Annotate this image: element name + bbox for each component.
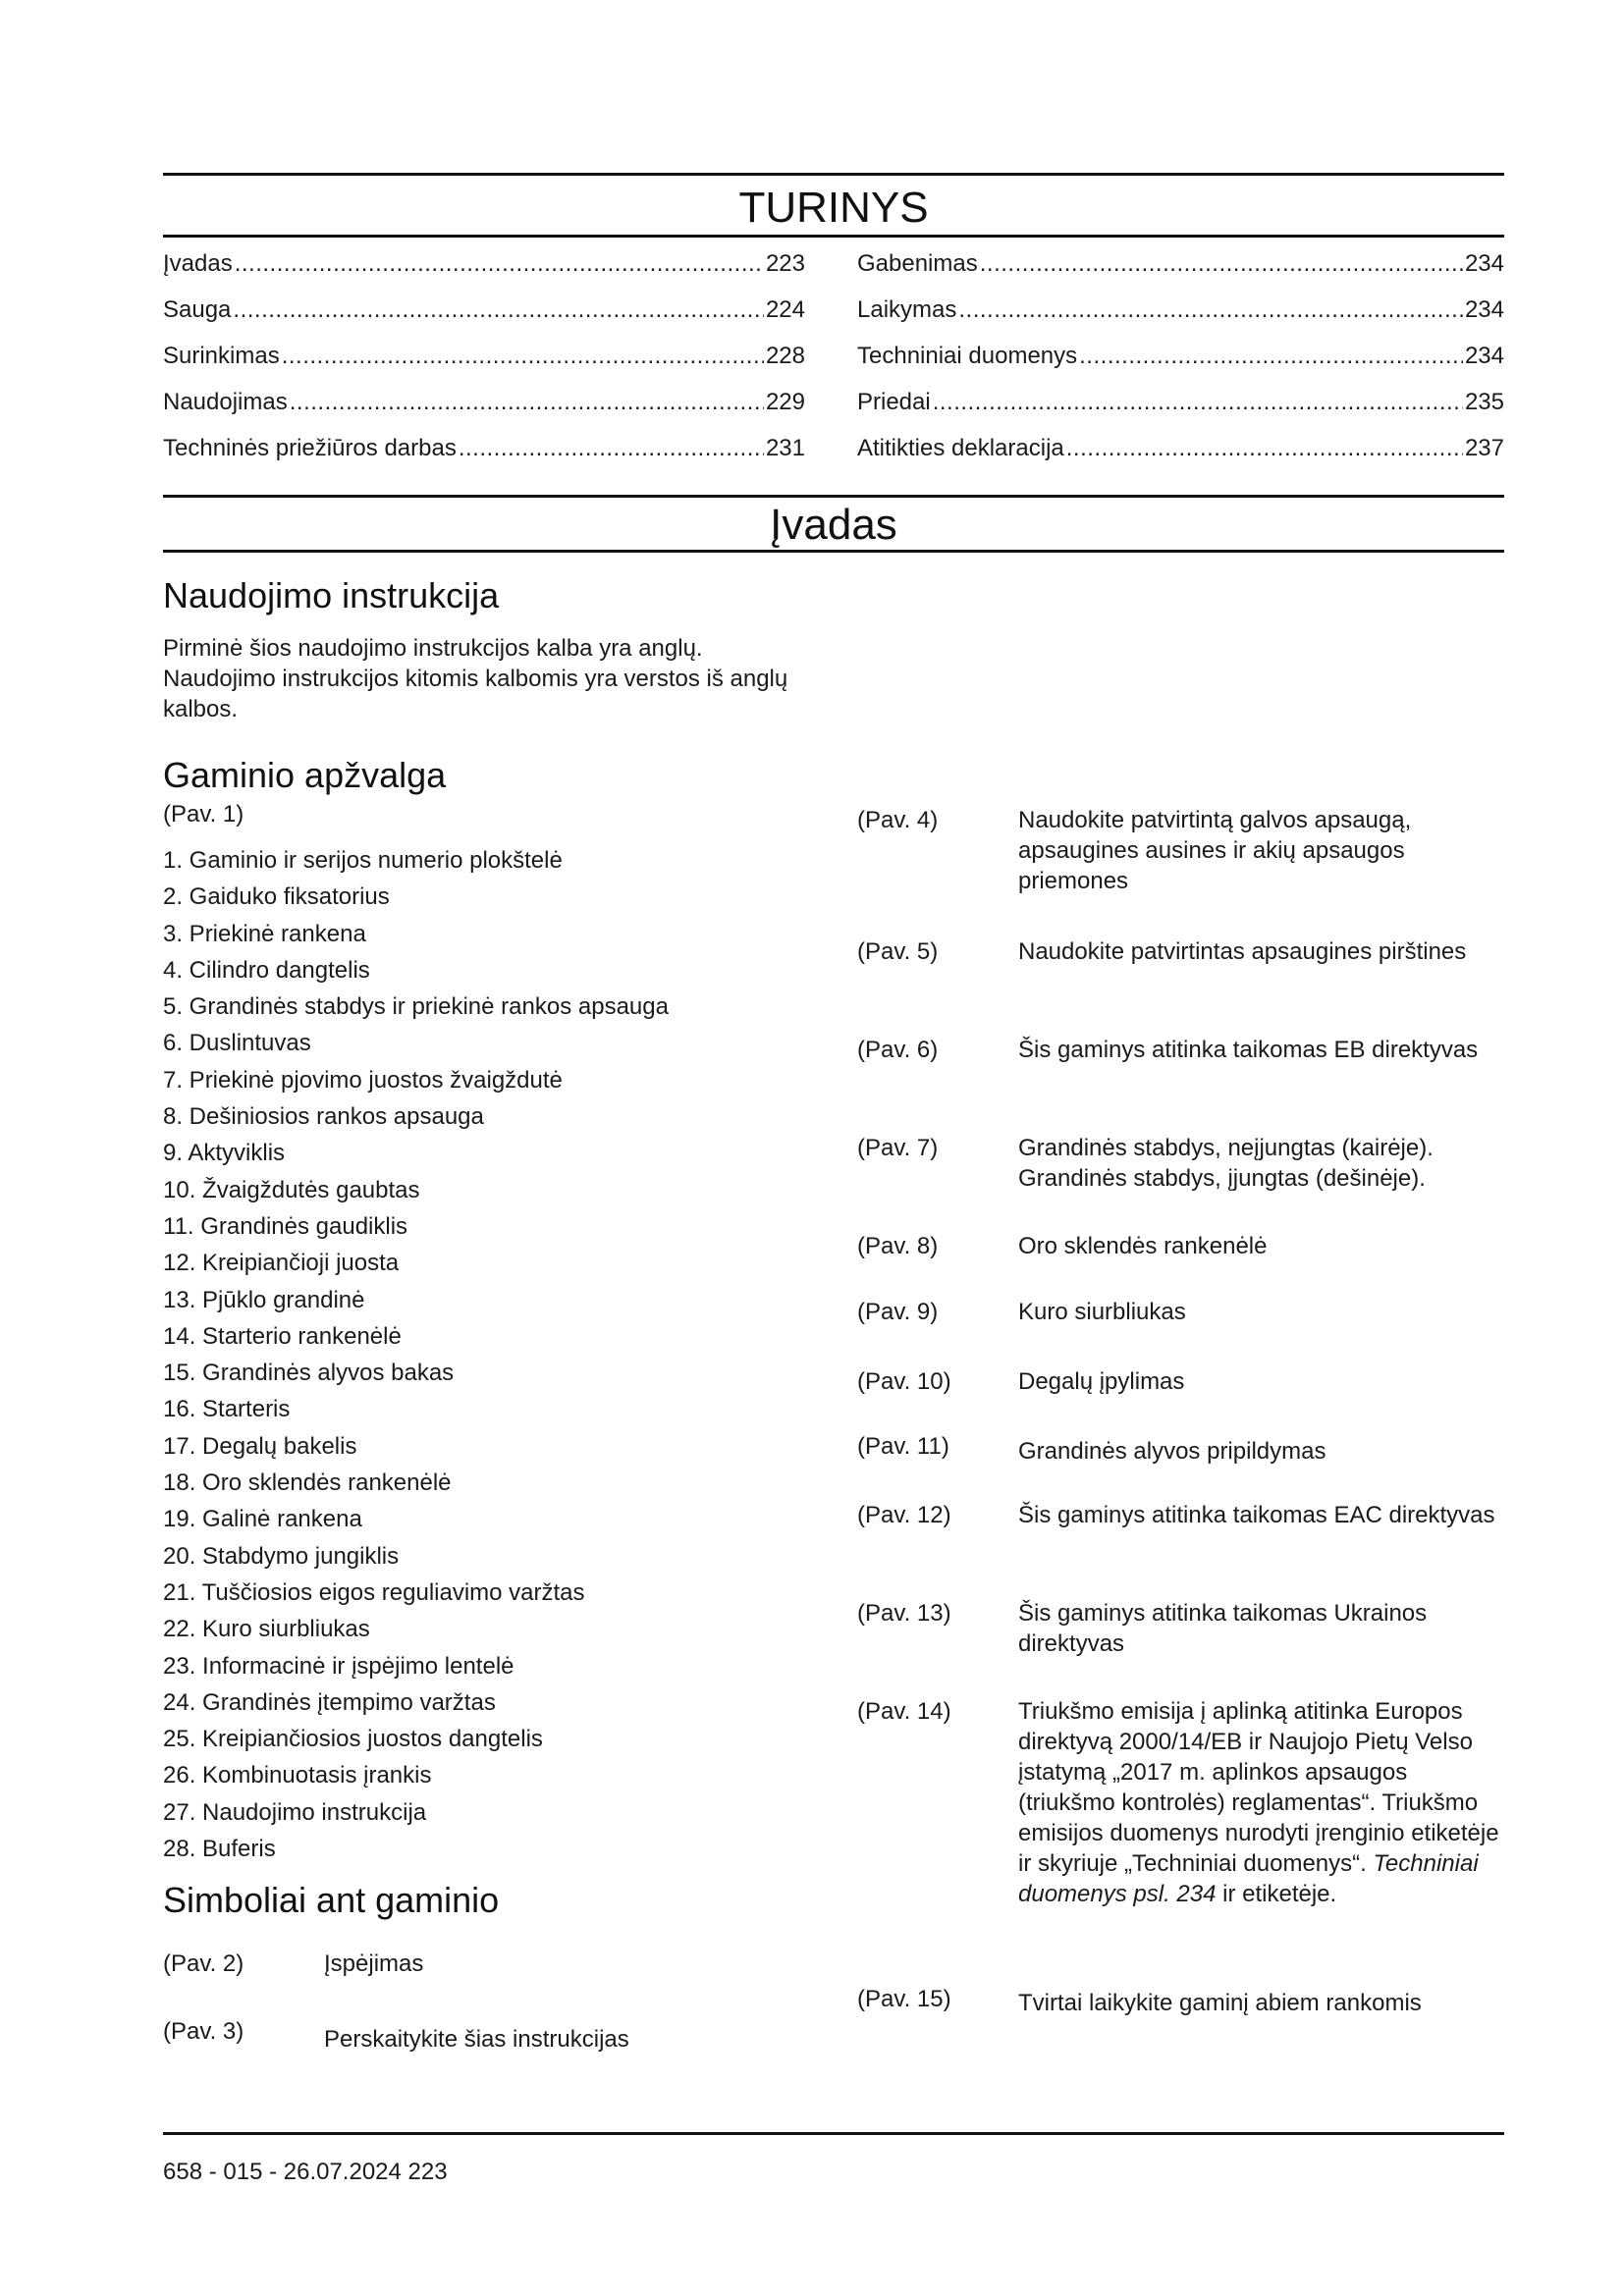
list-item: 9. Aktyviklis <box>163 1140 286 1167</box>
toc-entry-label: Priedai <box>857 389 931 415</box>
toc-entry-page: 234 <box>1464 250 1504 277</box>
toc-entry-label: Laikymas <box>857 296 957 323</box>
toc-title: TURINYS <box>738 184 929 232</box>
figure-ref: (Pav. 10) <box>857 1368 951 1395</box>
symbol-description: Tvirtai laikykite gaminį abiem rankomis <box>1018 1990 1422 2016</box>
page <box>163 0 1504 2296</box>
toc-entry[interactable] <box>163 388 805 434</box>
symbol-description: Šis gaminys atitinka taikomas EAC direktyvas <box>1018 1502 1495 1528</box>
list-item: 6. Duslintuvas <box>163 1030 311 1057</box>
intro-title: Įvadas <box>770 501 897 549</box>
toc-dots <box>290 388 764 417</box>
symbol-description: Įspėjimas <box>324 1950 424 1977</box>
toc-entry[interactable] <box>857 342 1504 388</box>
list-item: 24. Grandinės įtempimo varžtas <box>163 1688 496 1716</box>
figure-ref: (Pav. 9) <box>857 1299 939 1325</box>
symbol-description: Grandinės stabdys, neįjungtas (kairėje). Grandinės stabdys, įjungtas (dešinėje). <box>1018 1135 1434 1192</box>
list-item: 17. Degalų bakelis <box>163 1432 357 1460</box>
list-item: 28. Buferis <box>163 1836 276 1863</box>
toc-entry-page: 234 <box>1464 343 1504 369</box>
toc-dots <box>1079 342 1463 371</box>
toc-entry-label: Techninės priežiūros darbas <box>163 435 457 461</box>
symbols-heading: Simboliai ant gaminio <box>163 1880 500 1920</box>
parts-list <box>163 842 669 1867</box>
toc-entry-label: Gabenimas <box>857 250 978 277</box>
toc-bottom-rule <box>163 235 1504 238</box>
list-item: 1. Gaminio ir serijos numerio plokštelė <box>163 847 563 874</box>
figure-ref: (Pav. 2) <box>163 1950 244 1977</box>
toc-top-rule <box>163 173 1504 176</box>
list-item: 20. Stabdymo jungiklis <box>163 1542 400 1570</box>
toc-entry-label: Atitikties deklaracija <box>857 435 1064 461</box>
symbol-description: Perskaitykite šias instrukcijas <box>324 2026 629 2053</box>
figure-ref: (Pav. 5) <box>857 938 939 965</box>
toc-entry-page: 229 <box>765 389 805 415</box>
toc-dots <box>980 249 1463 279</box>
list-item: 21. Tuščiosios eigos reguliavimo varžtas <box>163 1578 585 1606</box>
figure-ref: (Pav. 14) <box>857 1698 951 1725</box>
toc-dots <box>233 295 764 325</box>
toc-entry-page: 235 <box>1464 389 1504 415</box>
figure-ref: (Pav. 15) <box>857 1986 951 2012</box>
toc-dots <box>235 249 764 279</box>
toc-entry[interactable] <box>163 342 805 388</box>
symbol-description: Šis gaminys atitinka taikomas EB direktyvas <box>1018 1037 1479 1063</box>
techniniai-duomenys-link[interactable]: Techniniai duomenys psl. 234 <box>1018 1850 1479 1907</box>
manual-text: Pirminė šios naudojimo instrukcijos kalba yra anglų. Naudojimo instrukcijos kitomis kalbomis yra verstos iš anglų kalbos. <box>163 635 788 722</box>
list-item: 15. Grandinės alyvos bakas <box>163 1360 455 1387</box>
figure-ref: (Pav. 3) <box>163 2018 244 2045</box>
footer-rule <box>163 2132 1504 2135</box>
figure-ref: (Pav. 4) <box>857 807 939 833</box>
toc-left-column <box>163 249 805 480</box>
list-item: 10. Žvaigždutės gaubtas <box>163 1176 420 1203</box>
symbol-description-text: Triukšmo emisija į aplinką atitinka Europos direktyvą 2000/14/EB ir Naujojo Pietų Velso įstatymą „2017 m. aplinkos apsaugos (triukšmo kontrolės) reglamentas“. Triukšmo emisijos duomenys nurodyti įrenginio etiketėje ir skyriuje „Techniniai duomenys“. <box>1018 1698 1499 1877</box>
symbol-description: Naudokite patvirtintą galvos apsaugą, apsaugines ausines ir akių apsaugos priemones <box>1018 807 1412 894</box>
toc-entry[interactable] <box>163 434 805 480</box>
toc-entry[interactable] <box>163 295 805 342</box>
list-item: 16. Starteris <box>163 1396 291 1423</box>
list-item: 2. Gaiduko fiksatorius <box>163 883 390 911</box>
figure-ref: (Pav. 12) <box>857 1502 951 1528</box>
toc-dots <box>282 342 764 371</box>
symbol-description: Šis gaminys atitinka taikomas Ukrainos direktyvas <box>1018 1600 1428 1657</box>
list-item: 14. Starterio rankenėlė <box>163 1322 402 1350</box>
symbol-description: Degalų įpylimas <box>1018 1368 1185 1395</box>
overview-heading: Gaminio apžvalga <box>163 755 447 795</box>
toc-entry-label: Įvadas <box>163 250 233 277</box>
toc-entry-page: 234 <box>1464 296 1504 323</box>
list-item: 3. Priekinė rankena <box>163 920 366 947</box>
symbol-description: Kuro siurbliukas <box>1018 1299 1186 1325</box>
symbol-description: Grandinės alyvos pripildymas <box>1018 1438 1326 1465</box>
figure-ref: (Pav. 6) <box>857 1037 939 1063</box>
toc-entry-label: Naudojimas <box>163 389 288 415</box>
list-item: 25. Kreipiančiosios juostos dangtelis <box>163 1726 543 1753</box>
list-item: 23. Informacinė ir įspėjimo lentelė <box>163 1652 514 1680</box>
toc-entry[interactable] <box>857 295 1504 342</box>
toc-dots <box>1066 434 1463 463</box>
toc-entry-label: Sauga <box>163 296 232 323</box>
list-item: 7. Priekinė pjovimo juostos žvaigždutė <box>163 1066 563 1094</box>
symbol-description-suffix: ir etiketėje. <box>1216 1881 1337 1907</box>
toc-dots <box>933 388 1463 417</box>
intro-bottom-rule <box>163 550 1504 553</box>
list-item: 12. Kreipiančioji juosta <box>163 1250 400 1277</box>
symbol-description: Naudokite patvirtintas apsaugines pirštines <box>1018 938 1467 965</box>
toc-entry[interactable] <box>857 249 1504 295</box>
figure-ref: (Pav. 13) <box>857 1600 951 1627</box>
list-item: 19. Galinė rankena <box>163 1506 362 1533</box>
figure-ref: (Pav. 7) <box>857 1135 939 1161</box>
toc-dots <box>459 434 764 463</box>
toc-entry[interactable] <box>857 434 1504 480</box>
toc-entry-label: Techniniai duomenys <box>857 343 1078 369</box>
figure-ref: (Pav. 11) <box>857 1433 949 1460</box>
toc-entry-page: 228 <box>765 343 805 369</box>
toc-entry-page: 231 <box>765 435 805 461</box>
toc-entry[interactable] <box>857 388 1504 434</box>
list-item: 18. Oro sklendės rankenėlė <box>163 1469 452 1497</box>
list-item: 22. Kuro siurbliukas <box>163 1616 370 1643</box>
toc-entry[interactable] <box>163 249 805 295</box>
manual-heading: Naudojimo instrukcija <box>163 575 500 615</box>
overview-figure-ref: (Pav. 1) <box>163 801 244 828</box>
list-item: 8. Dešiniosios rankos apsauga <box>163 1103 484 1131</box>
toc-right-column <box>857 249 1504 480</box>
intro-top-rule <box>163 495 1504 498</box>
toc-entry-label: Surinkimas <box>163 343 280 369</box>
list-item: 5. Grandinės stabdys ir priekinė rankos apsauga <box>163 993 669 1021</box>
symbol-description: Oro sklendės rankenėlė <box>1018 1233 1268 1259</box>
list-item: 26. Kombinuotasis įrankis <box>163 1762 432 1789</box>
list-item: 13. Pjūklo grandinė <box>163 1286 365 1313</box>
toc-entry-page: 223 <box>765 250 805 277</box>
list-item: 11. Grandinės gaudiklis <box>163 1212 408 1240</box>
toc-entry-page: 237 <box>1464 435 1504 461</box>
toc-dots <box>958 295 1463 325</box>
list-item: 27. Naudojimo instrukcija <box>163 1798 427 1826</box>
toc-entry-page: 224 <box>765 296 805 323</box>
footer-text: 658 - 015 - 26.07.2024 223 <box>163 2159 448 2185</box>
figure-ref: (Pav. 8) <box>857 1233 939 1259</box>
symbol-description <box>1018 1696 1504 1909</box>
list-item: 4. Cilindro dangtelis <box>163 956 370 984</box>
